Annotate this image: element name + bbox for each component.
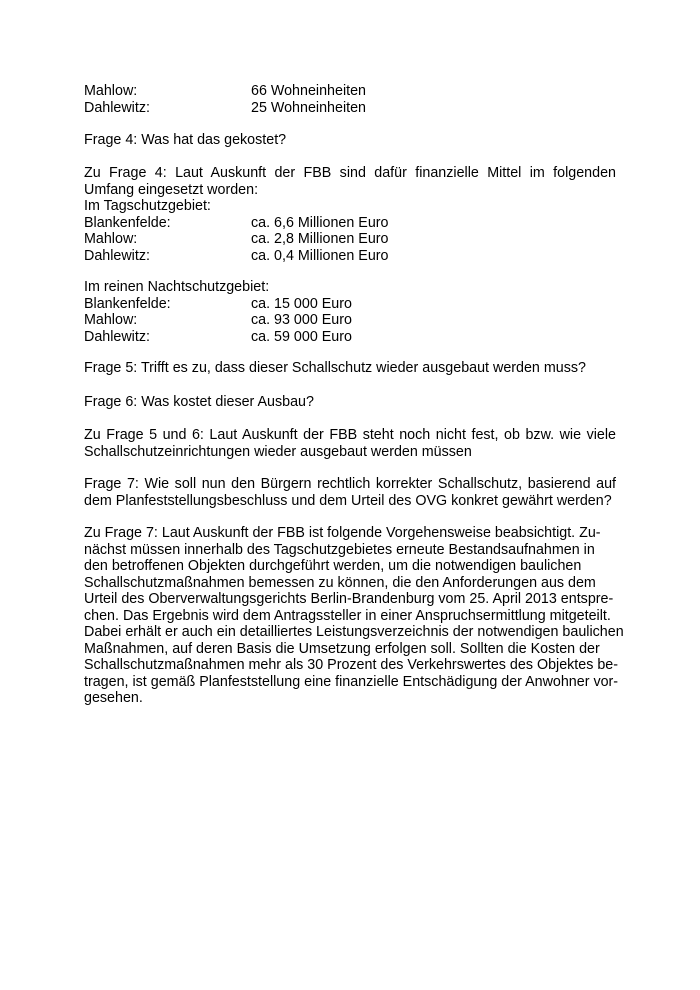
place-label: Blankenfelde: (84, 295, 171, 312)
units-list (84, 83, 616, 116)
answer-7-line: Zu Frage 7: Laut Auskunft der FBB ist folgende Vorgehensweise beabsichtigt. Zu- (84, 525, 601, 541)
cost-row (84, 312, 616, 329)
cost-value: ca. 0,4 Millionen Euro (251, 247, 389, 264)
answer-5-6: Zu Frage 5 und 6: Laut Auskunft der FBB steht noch nicht fest, ob bzw. wie viele Schallschutzeinrichtungen wieder ausgebaut werden müssen (84, 427, 616, 460)
place-label: Dahlewitz: (84, 328, 150, 345)
cost-value: ca. 6,6 Millionen Euro (251, 214, 389, 231)
cost-row (84, 215, 616, 232)
cost-row (84, 296, 616, 313)
place-label: Dahlewitz: (84, 99, 150, 116)
place-label: Dahlewitz: (84, 247, 150, 264)
cost-value: ca. 93 000 Euro (251, 312, 352, 328)
cost-row (84, 329, 616, 346)
answer-7-line: gesehen. (84, 690, 143, 706)
answer-7 (84, 525, 624, 707)
answer-4 (84, 165, 616, 264)
cost-value: ca. 15 000 Euro (251, 295, 352, 312)
answer-7-line: tragen, ist gemäß Planfeststellung eine finanzielle Entschädigung der Anwohner vor- (84, 673, 619, 690)
units-row (84, 100, 616, 117)
question-7: Frage 7: Wie soll nun den Bürgern rechtlich korrekter Schallschutz, basierend auf dem Planfeststellungsbeschluss und dem Urteil des OVG konkret gewährt werden? (84, 476, 616, 509)
place-label: Mahlow: (84, 83, 138, 99)
answer-7-line: Maßnahmen, auf deren Basis die Umsetzung erfolgen soll. Sollten die Kosten der (84, 640, 600, 657)
night-protection-section (84, 279, 616, 345)
answer-7-line: nächst müssen innerhalb des Tagschutzgebietes erneute Bestandsaufnahmen in (84, 541, 595, 558)
units-value: 66 Wohneinheiten (251, 83, 366, 99)
place-label: Mahlow: (84, 312, 138, 328)
answer-7-line: Schallschutzmaßnahmen mehr als 30 Prozent des Verkehrswertes des Objektes be- (84, 657, 619, 673)
tag-heading: Im Tagschutzgebiet: (84, 198, 211, 214)
answer-7-line: chen. Das Ergebnis wird dem Antragssteller in einer Anspruchsermittlung mitgeteilt. (84, 607, 611, 624)
units-value: 25 Wohneinheiten (251, 99, 366, 116)
cost-value: ca. 2,8 Millionen Euro (251, 231, 389, 247)
place-label: Blankenfelde: (84, 214, 171, 231)
question-6: Frage 6: Was kostet dieser Ausbau? (84, 394, 314, 410)
cost-row (84, 248, 616, 265)
units-row (84, 83, 616, 100)
question-5: Frage 5: Trifft es zu, dass dieser Schallschutz wieder ausgebaut werden muss? (84, 360, 586, 376)
answer-7-line: Schallschutzmaßnahmen bemessen zu können, die den Anforderungen aus dem (84, 574, 596, 591)
place-label: Mahlow: (84, 231, 138, 247)
cost-value: ca. 59 000 Euro (251, 328, 352, 345)
answer-7-line: den betroffenen Objekten durchgeführt werden, um die notwendigen baulichen (84, 558, 582, 574)
cost-row (84, 231, 616, 248)
answer-4-intro: Zu Frage 4: Laut Auskunft der FBB sind dafür finanzielle Mittel im folgenden Umfang eingesetzt worden: (84, 165, 616, 198)
answer-7-line: Dabei erhält er auch ein detailliertes Leistungsverzeichnis der notwendigen baulichen (84, 624, 624, 640)
nacht-heading: Im reinen Nachtschutzgebiet: (84, 279, 270, 295)
answer-7-line: Urteil des Oberverwaltungsgerichts Berlin-Brandenburg vom 25. April 2013 entspre- (84, 591, 614, 607)
question-4: Frage 4: Was hat das gekostet? (84, 132, 287, 148)
